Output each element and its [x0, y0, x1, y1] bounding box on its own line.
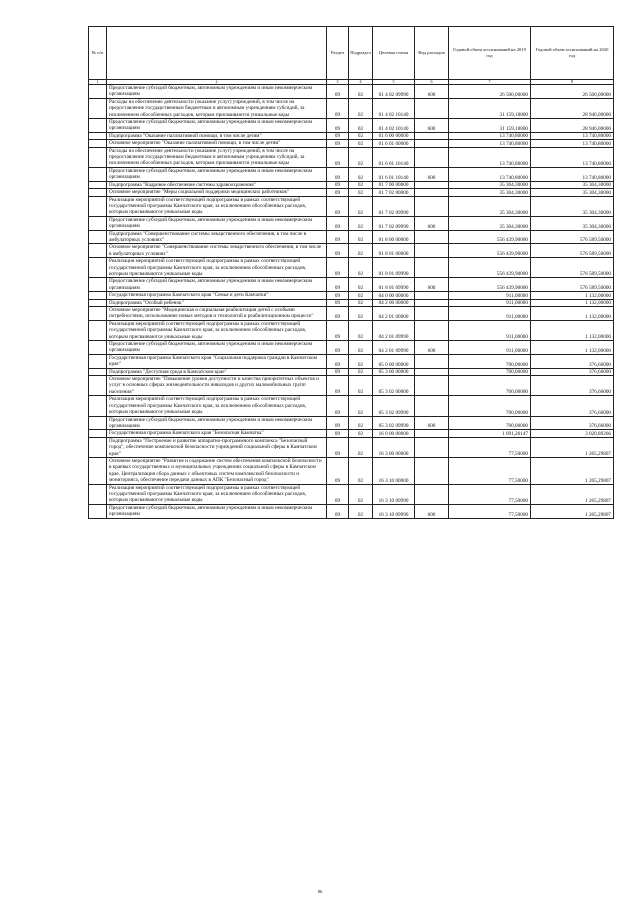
row-razdel: 09 [327, 147, 349, 167]
row-number-cell [89, 307, 107, 321]
row-vr [415, 147, 449, 167]
row-number-cell [89, 376, 107, 396]
row-csr: 01 6 01 10140 [373, 167, 415, 181]
row-razdel: 09 [327, 140, 349, 147]
row-description: Подпрограмма "Совершенствование системы лекарственного обеспечения, в том числе в амбулаторных условиях" [107, 230, 327, 244]
table-row [89, 244, 614, 258]
row-amount-2019: 77,50000 [449, 457, 531, 484]
row-number-cell [89, 292, 107, 299]
row-csr: 01 8 01 09990 [373, 278, 415, 292]
table-row [89, 307, 614, 321]
row-amount-2020: 376,66000 [531, 396, 614, 416]
row-razdel: 09 [327, 341, 349, 355]
row-razdel: 09 [327, 85, 349, 99]
row-podrazdel: 02 [349, 292, 373, 299]
table-row [89, 132, 614, 139]
row-number-cell [89, 167, 107, 181]
table-row [89, 167, 614, 181]
row-amount-2019: 556 439,90000 [449, 230, 531, 244]
row-number-cell [89, 216, 107, 230]
row-number-cell [89, 98, 107, 118]
row-razdel: 09 [327, 416, 349, 430]
row-csr: 01 4 02 09990 [373, 85, 415, 99]
row-vr [415, 292, 449, 299]
colnum-cell: 4 [349, 80, 373, 85]
row-amount-2020: 1 132,00000 [531, 292, 614, 299]
row-csr: 04 2 01 00000 [373, 307, 415, 321]
row-vr [415, 140, 449, 147]
row-vr: 600 [415, 85, 449, 99]
row-description: Основное мероприятие "Развитие и содержание систем обеспечения комплексной безопасности в краевых государственных и муниципальных учреждениях социальной сферы в Камчатском крае. Централизация сбора данных с объектовых систем комплексной безопасности и мониторинга, обеспечение передачи данных в АПК "Безопасный город" [107, 457, 327, 484]
row-razdel: 09 [327, 292, 349, 299]
row-description: Реализация мероприятий соответствующей подпрограммы в рамках соответствующей государственной программы Камчатского края, за исключением обособленных расходов, которым присваиваются уникальные коды [107, 320, 327, 340]
table-row [89, 292, 614, 299]
row-podrazdel: 02 [349, 457, 373, 484]
row-amount-2020: 13 740,80000 [531, 167, 614, 181]
row-description: Расходы на обеспечение деятельности (оказание услуг) учреждений, в том числе на предоставление государственным бюджетным и автономным учреждениям субсидий, за исключением обособленных расходов, которым присваиваются уникальные коды [107, 98, 327, 118]
row-description: Основное мероприятие "Медицинская и социальная реабилитация детей с особыми потребностями, использование новых методов и технологий в реабилитационном процессе" [107, 307, 327, 321]
row-number-cell [89, 244, 107, 258]
row-csr: 01 6 01 10140 [373, 147, 415, 167]
row-number-cell [89, 504, 107, 518]
row-razdel: 09 [327, 278, 349, 292]
row-number-cell [89, 299, 107, 306]
row-amount-2020: 576 589,50000 [531, 278, 614, 292]
row-csr: 01 8 00 00000 [373, 230, 415, 244]
table-row [89, 416, 614, 430]
header-podrazdel: Подраздел [349, 27, 373, 80]
row-amount-2019: 911,00000 [449, 292, 531, 299]
row-podrazdel: 02 [349, 147, 373, 167]
row-podrazdel: 02 [349, 341, 373, 355]
row-csr: 01 8 01 00000 [373, 244, 415, 258]
row-podrazdel: 02 [349, 368, 373, 375]
row-vr [415, 457, 449, 484]
row-amount-2019: 77,50000 [449, 484, 531, 504]
table-row [89, 230, 614, 244]
row-amount-2019: 911,00000 [449, 307, 531, 321]
header-csr: Целевая статья [373, 27, 415, 80]
row-razdel: 09 [327, 167, 349, 181]
row-number-cell [89, 258, 107, 278]
row-razdel: 09 [327, 376, 349, 396]
row-number-cell [89, 457, 107, 484]
row-amount-2019: 35 304,30000 [449, 216, 531, 230]
row-number-cell [89, 119, 107, 133]
row-description: Государственная программа Камчатского края "Социальная поддержка граждан в Камчатском крае" [107, 354, 327, 368]
header-name [107, 27, 327, 80]
row-podrazdel: 02 [349, 189, 373, 196]
row-csr: 01 7 00 00000 [373, 181, 415, 188]
row-amount-2020: 35 304,30000 [531, 196, 614, 216]
row-csr: 05 3 00 00000 [373, 368, 415, 375]
row-vr [415, 132, 449, 139]
row-amount-2020: 28 946,00000 [531, 98, 614, 118]
page-number: 86 [317, 889, 323, 894]
row-vr [415, 354, 449, 368]
budget-table [88, 26, 614, 519]
row-amount-2019: 1 691,26147 [449, 430, 531, 437]
row-vr [415, 307, 449, 321]
header-2020: Годовой объем ассигнований на 2020 год [531, 27, 614, 80]
row-amount-2020: 1 132,00000 [531, 320, 614, 340]
row-podrazdel: 02 [349, 181, 373, 188]
row-podrazdel: 02 [349, 307, 373, 321]
table-row [89, 354, 614, 368]
row-podrazdel: 02 [349, 167, 373, 181]
colnum-cell: 2 [107, 80, 327, 85]
row-vr [415, 484, 449, 504]
row-number-cell [89, 196, 107, 216]
header-2019: Годовой объем ассигнований на 2019 год [449, 27, 531, 80]
row-amount-2020: 376,66000 [531, 368, 614, 375]
header-num: № п/п [89, 27, 107, 80]
row-number-cell [89, 230, 107, 244]
row-vr [415, 189, 449, 196]
row-podrazdel: 02 [349, 216, 373, 230]
row-amount-2019: 13 740,80000 [449, 147, 531, 167]
table-row [89, 320, 614, 340]
row-amount-2020: 1 265,29807 [531, 484, 614, 504]
row-amount-2019: 77,50000 [449, 504, 531, 518]
row-number-cell [89, 189, 107, 196]
row-description: Предоставление субсидий бюджетным, автономным учреждениям и иным некоммерческим организациям [107, 278, 327, 292]
row-podrazdel: 02 [349, 119, 373, 133]
row-csr: 16 3 10 00000 [373, 457, 415, 484]
row-number-cell [89, 85, 107, 99]
row-csr: 04 2 00 00000 [373, 299, 415, 306]
row-number-cell [89, 132, 107, 139]
row-description: Предоставление субсидий бюджетным, автономным учреждениям и иным некоммерческим организациям [107, 119, 327, 133]
row-razdel: 09 [327, 258, 349, 278]
row-amount-2019: 700,00000 [449, 354, 531, 368]
row-number-cell [89, 396, 107, 416]
row-amount-2020: 13 740,80000 [531, 147, 614, 167]
row-csr: 05 3 02 09990 [373, 416, 415, 430]
row-razdel: 09 [327, 181, 349, 188]
row-vr: 600 [415, 278, 449, 292]
row-csr: 16 3 00 00000 [373, 437, 415, 457]
row-description: Предоставление субсидий бюджетным, автономным учреждениям и иным некоммерческим организациям [107, 216, 327, 230]
row-razdel: 09 [327, 216, 349, 230]
row-amount-2019: 31 159,18800 [449, 98, 531, 118]
table-row [89, 504, 614, 518]
row-amount-2020: 35 304,30000 [531, 216, 614, 230]
row-podrazdel: 02 [349, 504, 373, 518]
row-amount-2020: 576 589,50000 [531, 244, 614, 258]
row-amount-2019: 556 439,90000 [449, 244, 531, 258]
header-row [89, 27, 614, 80]
table-row [89, 196, 614, 216]
row-razdel: 09 [327, 119, 349, 133]
row-amount-2020: 1 265,29807 [531, 457, 614, 484]
row-amount-2020: 26 500,00000 [531, 85, 614, 99]
table-row [89, 98, 614, 118]
row-podrazdel: 02 [349, 437, 373, 457]
row-vr [415, 437, 449, 457]
colnum-cell: 3 [327, 80, 349, 85]
row-number-cell [89, 341, 107, 355]
row-csr: 01 7 02 09990 [373, 196, 415, 216]
row-amount-2020: 13 740,80000 [531, 132, 614, 139]
row-number-cell [89, 181, 107, 188]
row-amount-2019: 556 439,90000 [449, 278, 531, 292]
row-number-cell [89, 430, 107, 437]
row-csr: 01 7 02 00000 [373, 189, 415, 196]
row-amount-2019: 911,00000 [449, 341, 531, 355]
table-row [89, 430, 614, 437]
row-podrazdel: 02 [349, 140, 373, 147]
row-razdel: 09 [327, 196, 349, 216]
colnum-cell: 1 [89, 80, 107, 85]
row-amount-2020: 376,66000 [531, 376, 614, 396]
row-vr [415, 320, 449, 340]
row-amount-2020: 1 265,29807 [531, 437, 614, 457]
row-description: Основное мероприятие "Оказание паллиативной помощи, в том числе детям" [107, 140, 327, 147]
row-csr: 04 2 01 09990 [373, 341, 415, 355]
row-description: Подпрограмма "Построение и развитие аппаратно-программного комплекса "Безопасный город", обеспечение комплексной безопасности учреждений социальной сферы в Камчатском крае" [107, 437, 327, 457]
row-description: Реализация мероприятий соответствующей подпрограммы в рамках соответствующей государственной программы Камчатского края, за исключением обособленных расходов, которым присваиваются уникальные коды [107, 396, 327, 416]
row-vr: 600 [415, 416, 449, 430]
row-podrazdel: 02 [349, 416, 373, 430]
row-razdel: 09 [327, 396, 349, 416]
row-podrazdel: 02 [349, 320, 373, 340]
row-podrazdel: 02 [349, 299, 373, 306]
row-number-cell [89, 320, 107, 340]
row-razdel: 09 [327, 299, 349, 306]
row-number-cell [89, 140, 107, 147]
row-vr [415, 181, 449, 188]
row-description: Подпрограмма "Кадровое обеспечение системы здравоохранения" [107, 181, 327, 188]
row-amount-2020: 576 589,50000 [531, 258, 614, 278]
table-row [89, 457, 614, 484]
row-csr: 05 3 02 00000 [373, 376, 415, 396]
row-vr: 600 [415, 341, 449, 355]
row-csr: 05 3 02 09990 [373, 396, 415, 416]
row-razdel: 09 [327, 484, 349, 504]
row-amount-2019: 13 740,80000 [449, 132, 531, 139]
row-amount-2020: 1 265,29807 [531, 504, 614, 518]
row-podrazdel: 02 [349, 98, 373, 118]
row-description: Подпрограмма "Доступная среда в Камчатском крае" [107, 368, 327, 375]
table-row [89, 147, 614, 167]
table-row [89, 181, 614, 188]
row-description: Основное мероприятие "Повышение уровня доступности и качества приоритетных объектов и услуг в основных сферах жизнедеятельности инвалидов и других маломобильных групп населения" [107, 376, 327, 396]
row-amount-2020: 3 020,80266 [531, 430, 614, 437]
row-number-cell [89, 354, 107, 368]
row-razdel: 09 [327, 320, 349, 340]
row-amount-2020: 35 304,30000 [531, 189, 614, 196]
row-vr: 600 [415, 167, 449, 181]
budget-table-page [88, 26, 613, 519]
row-description: Государственная программа Камчатского края "Безопасная Камчатка" [107, 430, 327, 437]
row-description: Реализация мероприятий соответствующей подпрограммы в рамках соответствующей государственной программы Камчатского края, за исключением обособленных расходов, которым присваиваются уникальные коды [107, 484, 327, 504]
row-number-cell [89, 484, 107, 504]
row-number-cell [89, 278, 107, 292]
row-amount-2019: 911,00000 [449, 320, 531, 340]
row-amount-2020: 376,66000 [531, 354, 614, 368]
row-razdel: 09 [327, 368, 349, 375]
table-row [89, 216, 614, 230]
table-row [89, 376, 614, 396]
row-amount-2019: 556 439,90000 [449, 258, 531, 278]
table-row [89, 140, 614, 147]
row-amount-2020: 376,66000 [531, 416, 614, 430]
row-amount-2019: 13 740,80000 [449, 167, 531, 181]
row-razdel: 09 [327, 189, 349, 196]
table-row [89, 278, 614, 292]
table-row [89, 396, 614, 416]
row-number-cell [89, 416, 107, 430]
row-amount-2019: 31 159,18800 [449, 119, 531, 133]
table-row [89, 258, 614, 278]
row-amount-2019: 700,00000 [449, 416, 531, 430]
row-razdel: 09 [327, 132, 349, 139]
row-description: Основное мероприятие "Совершенствование системы лекарственного обеспечения, в том числе в амбулаторных условиях" [107, 244, 327, 258]
row-amount-2020: 1 132,00000 [531, 307, 614, 321]
row-podrazdel: 02 [349, 484, 373, 504]
row-description: Подпрограмма "Оказание паллиативной помощи, в том числе детям" [107, 132, 327, 139]
row-podrazdel: 02 [349, 85, 373, 99]
header-vr: Вид расходов [415, 27, 449, 80]
row-razdel: 09 [327, 437, 349, 457]
row-razdel: 09 [327, 98, 349, 118]
row-razdel: 09 [327, 230, 349, 244]
row-number-cell [89, 147, 107, 167]
row-razdel: 09 [327, 244, 349, 258]
header-razdel: Раздел [327, 27, 349, 80]
row-amount-2019: 35 304,30000 [449, 189, 531, 196]
row-amount-2019: 35 304,30000 [449, 181, 531, 188]
row-vr [415, 258, 449, 278]
colnum-cell: 7 [449, 80, 531, 85]
row-description: Основное мероприятие "Меры социальной поддержки медицинских работников" [107, 189, 327, 196]
row-description: Государственная программа Камчатского края "Семья и дети Камчатки" [107, 292, 327, 299]
row-csr: 16 3 10 09990 [373, 504, 415, 518]
row-csr: 05 0 00 00000 [373, 354, 415, 368]
row-podrazdel: 02 [349, 354, 373, 368]
row-description: Предоставление субсидий бюджетным, автономным учреждениям и иным некоммерческим организациям [107, 167, 327, 181]
row-vr: 600 [415, 504, 449, 518]
row-vr [415, 299, 449, 306]
row-podrazdel: 02 [349, 278, 373, 292]
table-row [89, 85, 614, 99]
row-podrazdel: 02 [349, 196, 373, 216]
row-vr [415, 244, 449, 258]
row-vr [415, 230, 449, 244]
row-csr: 01 7 02 09990 [373, 216, 415, 230]
row-number-cell [89, 368, 107, 375]
row-amount-2019: 77,50000 [449, 437, 531, 457]
table-row [89, 484, 614, 504]
row-description: Предоставление субсидий бюджетным, автономным учреждениям и иным некоммерческим организациям [107, 85, 327, 99]
table-row [89, 119, 614, 133]
row-csr: 04 0 00 00000 [373, 292, 415, 299]
row-csr: 01 4 02 10140 [373, 98, 415, 118]
row-razdel: 09 [327, 504, 349, 518]
row-csr: 01 6 01 00000 [373, 140, 415, 147]
row-podrazdel: 02 [349, 376, 373, 396]
row-description: Реализация мероприятий соответствующей подпрограммы в рамках соответствующей государственной программы Камчатского края, за исключением обособленных расходов, которым присваиваются уникальные коды [107, 258, 327, 278]
row-csr: 01 6 00 00000 [373, 132, 415, 139]
row-amount-2019: 26 500,00000 [449, 85, 531, 99]
table-row [89, 341, 614, 355]
row-amount-2020: 576 589,50000 [531, 230, 614, 244]
table-body [89, 85, 614, 519]
table-row [89, 437, 614, 457]
row-vr [415, 196, 449, 216]
row-csr: 16 3 10 09990 [373, 484, 415, 504]
row-csr: 01 4 02 10140 [373, 119, 415, 133]
table-row [89, 189, 614, 196]
row-vr [415, 430, 449, 437]
row-description: Предоставление субсидий бюджетным, автономным учреждениям и иным некоммерческим организациям [107, 504, 327, 518]
row-csr: 16 0 00 00000 [373, 430, 415, 437]
row-amount-2019: 35 304,30000 [449, 196, 531, 216]
row-description: Реализация мероприятий соответствующей подпрограммы в рамках соответствующей государственной программы Камчатского края, за исключением обособленных расходов, которым присваиваются уникальные коды [107, 196, 327, 216]
row-amount-2020: 13 740,80000 [531, 140, 614, 147]
row-vr [415, 396, 449, 416]
row-vr: 600 [415, 216, 449, 230]
row-podrazdel: 02 [349, 396, 373, 416]
row-razdel: 09 [327, 307, 349, 321]
row-description: Расходы на обеспечение деятельности (оказание услуг) учреждений, в том числе на предоставление государственным бюджетным и автономным учреждениям субсидий, за исключением обособленных расходов, которым присваиваются уникальные коды [107, 147, 327, 167]
row-amount-2019: 700,00000 [449, 396, 531, 416]
colnum-cell: 6 [415, 80, 449, 85]
row-podrazdel: 02 [349, 258, 373, 278]
row-razdel: 09 [327, 457, 349, 484]
row-vr: 600 [415, 119, 449, 133]
row-amount-2020: 35 304,30000 [531, 181, 614, 188]
row-amount-2019: 700,00000 [449, 376, 531, 396]
row-amount-2019: 700,00000 [449, 368, 531, 375]
row-description: Предоставление субсидий бюджетным, автономным учреждениям и иным некоммерческим организациям [107, 341, 327, 355]
row-podrazdel: 02 [349, 230, 373, 244]
row-csr: 01 8 01 09990 [373, 258, 415, 278]
row-vr [415, 376, 449, 396]
row-amount-2020: 1 132,00000 [531, 341, 614, 355]
row-number-cell [89, 437, 107, 457]
row-amount-2020: 28 946,00000 [531, 119, 614, 133]
row-podrazdel: 02 [349, 430, 373, 437]
table-row [89, 368, 614, 375]
row-razdel: 09 [327, 354, 349, 368]
row-amount-2020: 1 132,00000 [531, 299, 614, 306]
colnum-cell: 8 [531, 80, 614, 85]
row-podrazdel: 02 [349, 132, 373, 139]
row-razdel: 09 [327, 430, 349, 437]
colnum-cell: 5 [373, 80, 415, 85]
row-podrazdel: 02 [349, 244, 373, 258]
row-vr [415, 98, 449, 118]
row-description: Предоставление субсидий бюджетным, автономным учреждениям и иным некоммерческим организациям [107, 416, 327, 430]
table-row [89, 299, 614, 306]
row-csr: 04 2 01 09990 [373, 320, 415, 340]
row-vr [415, 368, 449, 375]
row-description: Подпрограмма "Особый ребенок" [107, 299, 327, 306]
row-amount-2019: 911,00000 [449, 299, 531, 306]
row-amount-2019: 13 740,80000 [449, 140, 531, 147]
